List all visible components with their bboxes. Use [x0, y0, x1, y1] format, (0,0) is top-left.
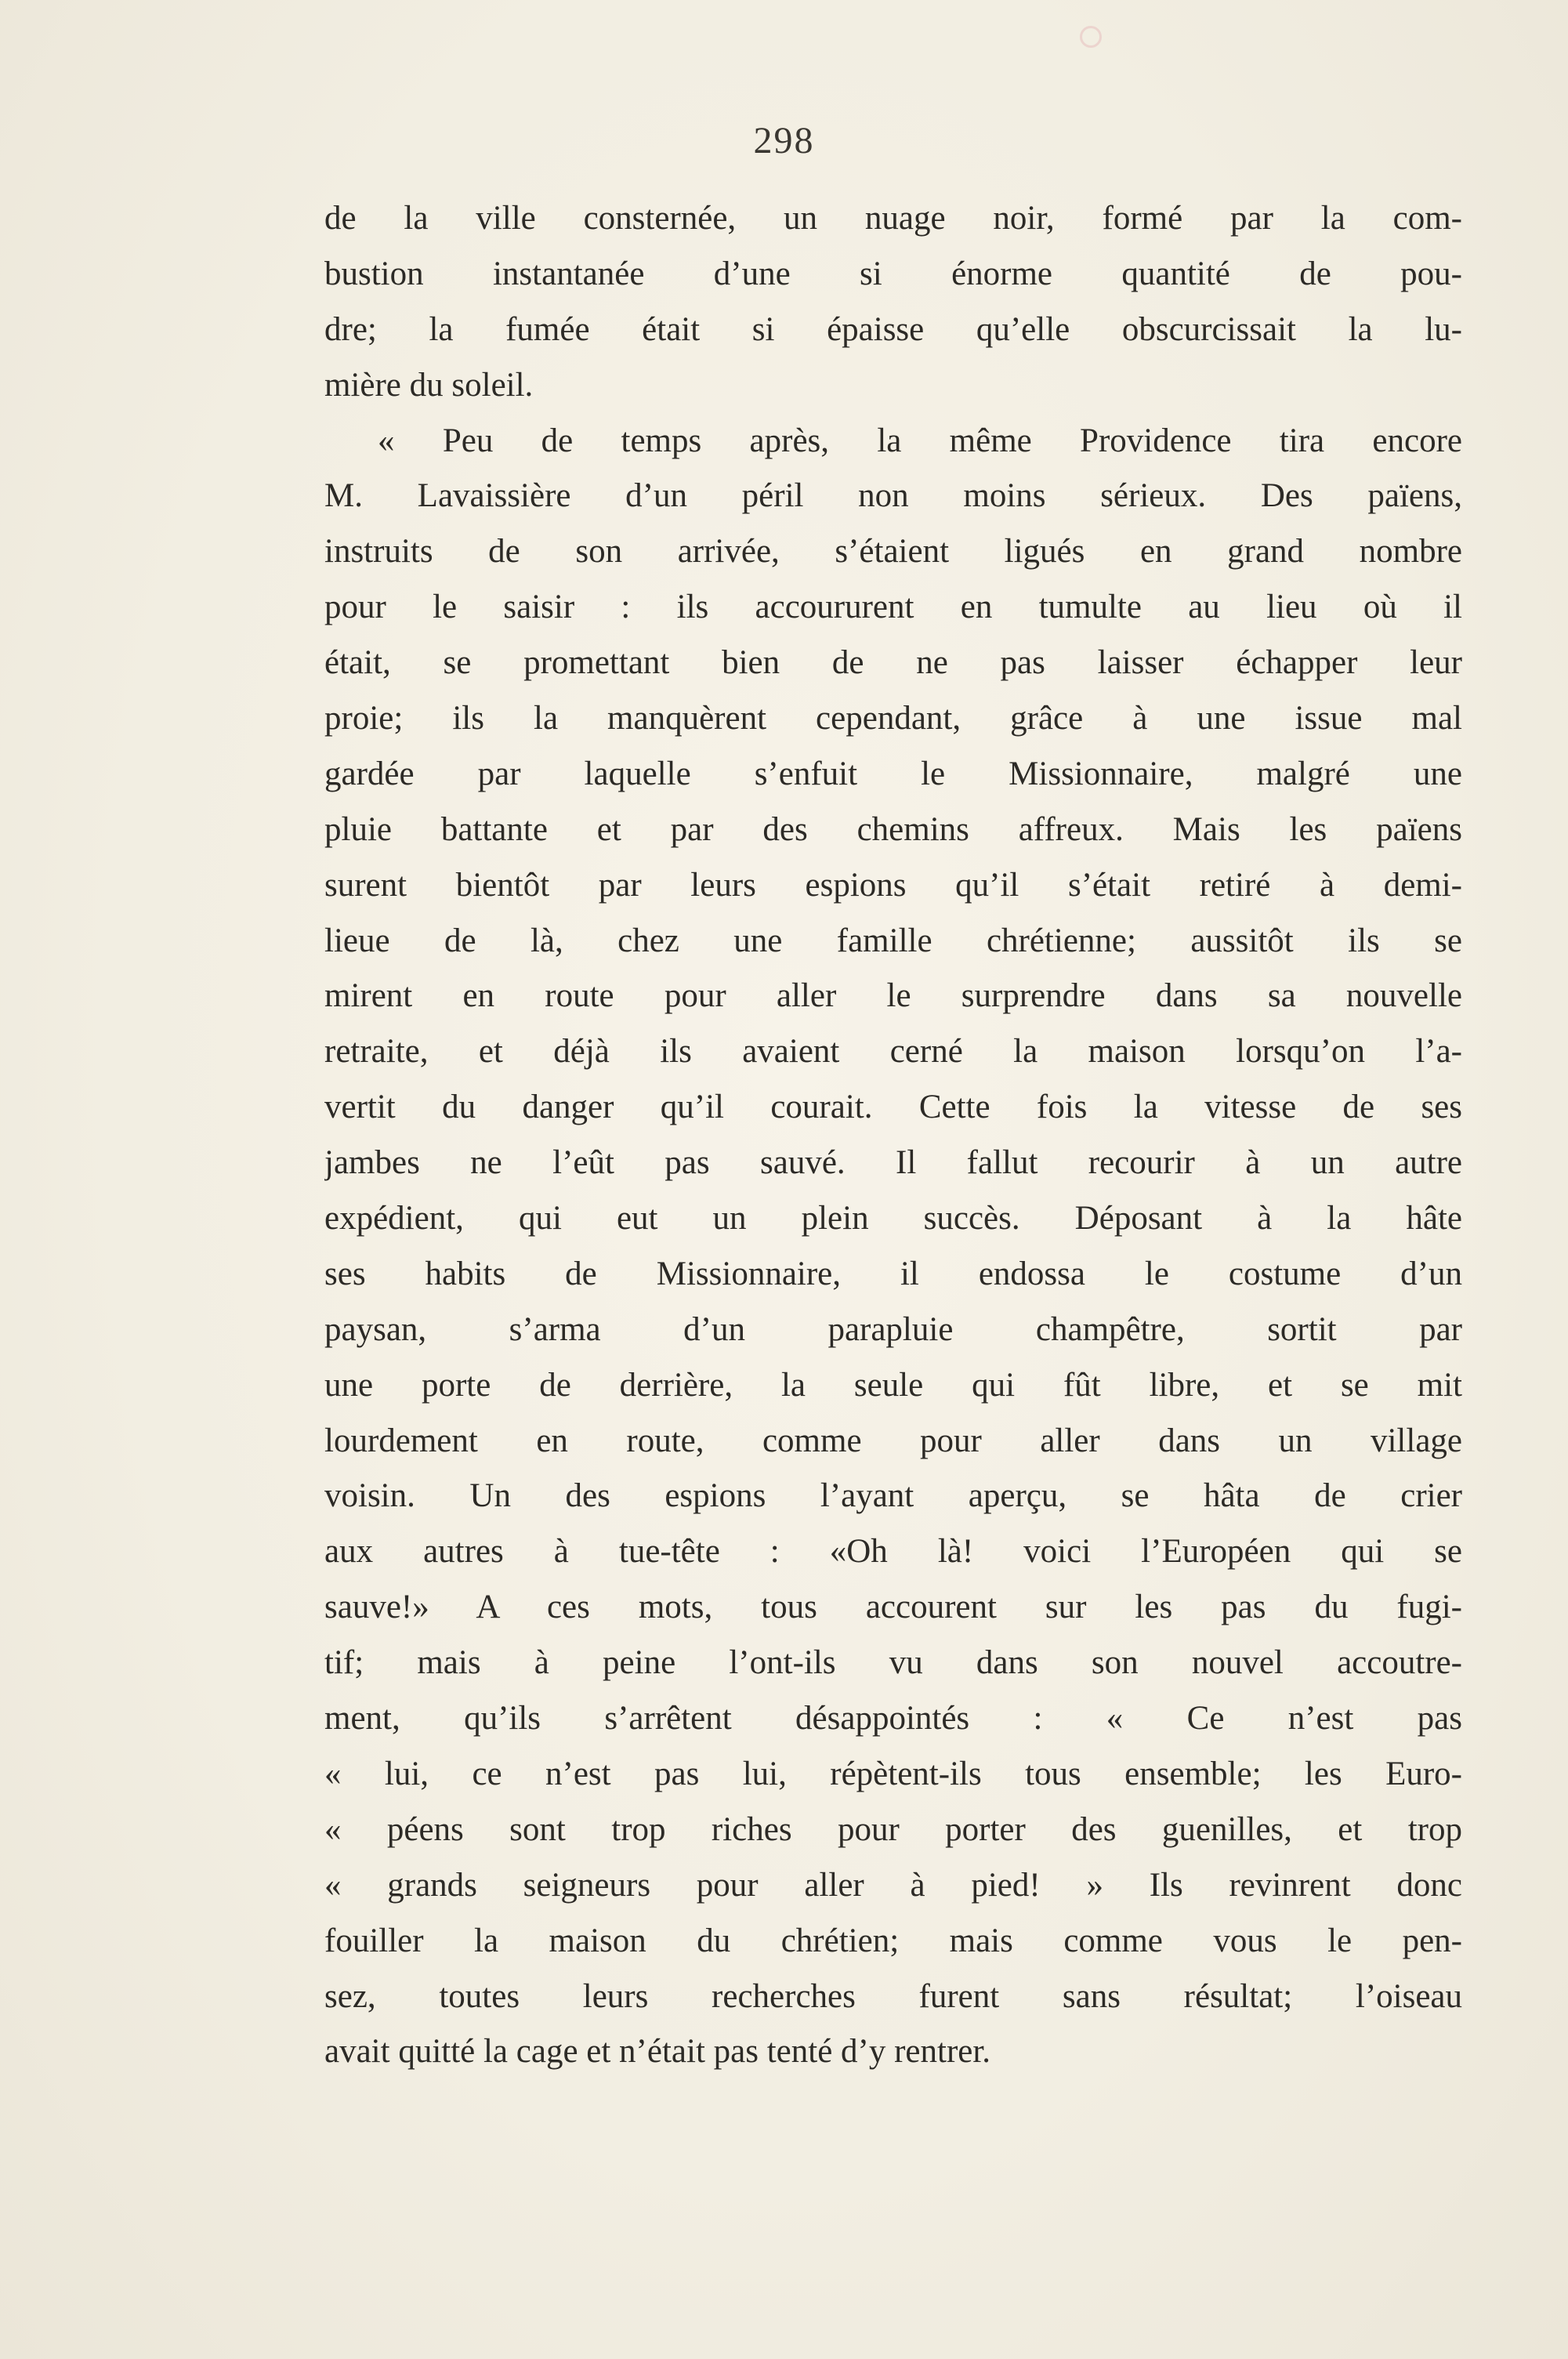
text-line: « lui, ce n’est pas lui, répètent-ils tous ensemble; les Euro-: [324, 1755, 1462, 1792]
text-line: retraite, et déjà ils avaient cerné la maison lorsqu’on l’a-: [324, 1033, 1462, 1071]
text-line: bustion instantanée d’une si énorme quantité de pou-: [324, 255, 1462, 292]
text-line: une porte de derrière, la seule qui fût libre, et se mit: [324, 1366, 1462, 1404]
text-line: ment, qu’ils s’arrêtent désappointés : « Ce n’est pas: [324, 1700, 1462, 1738]
text-line: paysan, s’arma d’un parapluie champêtre, sortit par: [324, 1310, 1462, 1348]
text-line: surent bientôt par leurs espions qu’il s’était retiré à demi-: [324, 866, 1462, 904]
text-line: gardée par laquelle s’enfuit le Missionnaire, malgré une: [324, 755, 1462, 792]
text-line: ses habits de Missionnaire, il endossa le costume d’un: [324, 1255, 1462, 1292]
text-line: tif; mais à peine l’ont-ils vu dans son nouvel accoutre-: [324, 1644, 1462, 1682]
stain-mark: [1080, 26, 1102, 48]
text-line: « Peu de temps après, la même Providence tira encore: [378, 422, 1462, 459]
text-line: pluie battante et par des chemins affreux. Mais les païens: [324, 810, 1462, 848]
text-line: de la ville consternée, un nuage noir, formé par la com-: [324, 200, 1462, 237]
text-line: mière du soleil.: [324, 366, 534, 404]
text-line: expédient, qui eut un plein succès. Déposant à la hâte: [324, 1200, 1462, 1237]
text-line: vertit du danger qu’il courait. Cette fois la vitesse de ses: [324, 1089, 1462, 1126]
text-line: aux autres à tue-tête : «Oh là! voici l’Européen qui se: [324, 1533, 1462, 1571]
text-line: avait quitté la cage et n’était pas tenté d’y rentrer.: [324, 2033, 991, 2071]
text-line: lourdement en route, comme pour aller dans un village: [324, 1422, 1462, 1459]
text-line: était, se promettant bien de ne pas laisser échapper leur: [324, 644, 1462, 682]
text-line: lieue de là, chez une famille chrétienne; aussitôt ils se: [324, 922, 1462, 959]
text-line: M. Lavaissière d’un péril non moins sérieux. Des païens,: [324, 477, 1462, 515]
text-line: jambes ne l’eût pas sauvé. Il fallut recourir à un autre: [324, 1144, 1462, 1182]
text-line: instruits de son arrivée, s’étaient ligués en grand nombre: [324, 533, 1462, 571]
text-line: « péens sont trop riches pour porter des guenilles, et trop: [324, 1810, 1462, 1848]
text-line: dre; la fumée était si épaisse qu’elle obscurcissait la lu-: [324, 310, 1462, 348]
text-line: mirent en route pour aller le surprendre dans sa nouvelle: [324, 977, 1462, 1015]
text-line: sez, toutes leurs recherches furent sans résultat; l’oiseau: [324, 1977, 1462, 2015]
text-line: proie; ils la manquèrent cependant, grâce à une issue mal: [324, 700, 1462, 737]
page-number: 298: [753, 120, 815, 161]
text-line: pour le saisir : ils accoururent en tumulte au lieu où il: [324, 589, 1462, 626]
text-line: voisin. Un des espions l’ayant aperçu, se hâta de crier: [324, 1477, 1462, 1515]
text-line: « grands seigneurs pour aller à pied! » Ils revinrent donc: [324, 1866, 1462, 1904]
body-text: [324, 191, 1462, 2080]
text-line: sauve!» A ces mots, tous accourent sur les pas du fugi-: [324, 1589, 1462, 1626]
text-line: fouiller la maison du chrétien; mais comme vous le pen-: [324, 1922, 1462, 1959]
